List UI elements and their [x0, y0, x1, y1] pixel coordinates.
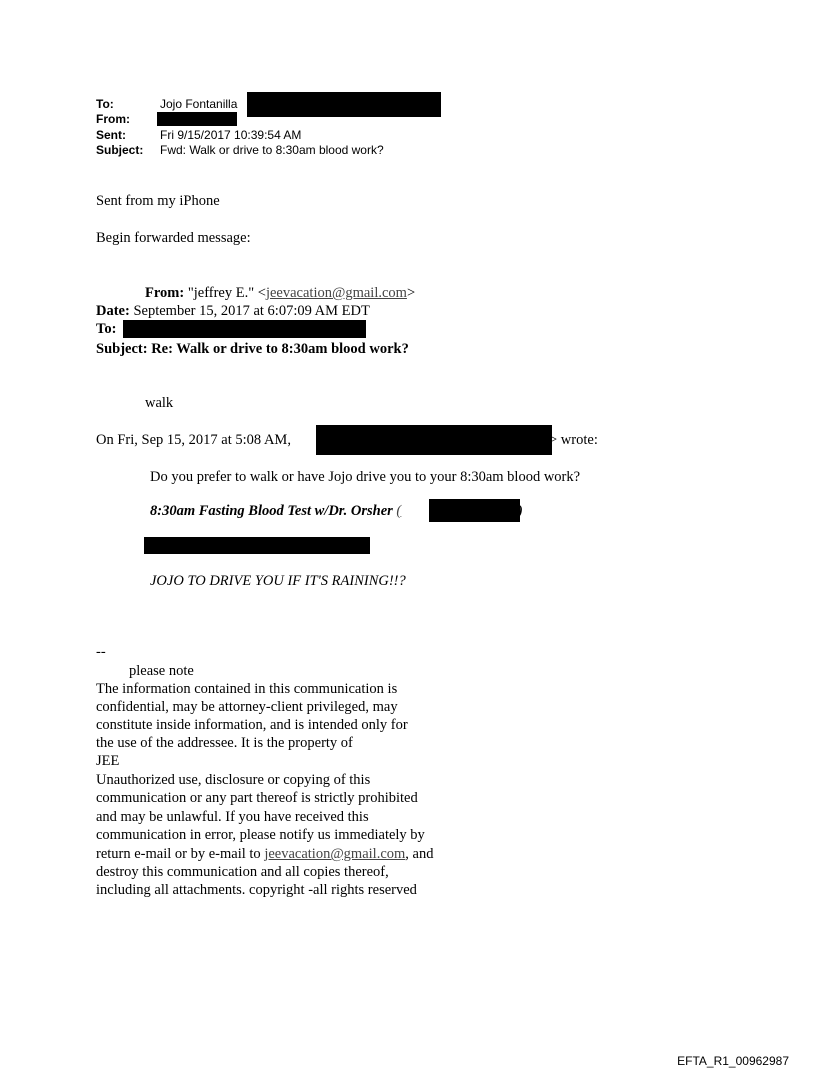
disclaimer-return-line [96, 845, 433, 863]
forwarded-subject-line [96, 340, 409, 358]
quoted-appointment-line [150, 502, 401, 520]
forwarded-date-label: Date: [96, 303, 130, 319]
appointment-paren-close: ) [518, 503, 523, 519]
signature-dashes: -- [96, 644, 106, 660]
disclaimer-line: JEE [96, 753, 120, 769]
forwarded-to-label: To: [96, 321, 117, 337]
quoted-question: Do you prefer to walk or have Jojo drive you to your 8:30am blood work? [150, 469, 581, 485]
forwarded-subject-label: Subject: [96, 341, 148, 357]
forwarded-from-name: "jeffrey E." < [187, 285, 266, 301]
document-id: EFTA_R1_00962987 [677, 1054, 789, 1068]
disclaimer-line: including all attachments. copyright -all rights reserved [96, 882, 417, 898]
header-from-label: From: [96, 112, 130, 126]
forwarded-from-label: From: [145, 285, 185, 301]
disclaimer-line: the use of the addressee. It is the property of [96, 735, 353, 751]
return-email-link[interactable]: jeevacation@gmail.com [264, 846, 406, 862]
disclaimer-line: constitute inside information, and is intended only for [96, 717, 408, 733]
redaction-bar [316, 425, 552, 455]
header-to-value: Jojo Fontanilla [160, 97, 238, 111]
disclaimer-line: communication or any part thereof is strictly prohibited [96, 790, 418, 806]
disclaimer-line: destroy this communication and all copies thereof, [96, 864, 389, 880]
forwarded-from-line [145, 284, 415, 302]
header-sent-label: Sent: [96, 128, 126, 142]
header-sent-value: Fri 9/15/2017 10:39:54 AM [160, 128, 302, 142]
disclaimer-line: Unauthorized use, disclosure or copying of this [96, 772, 371, 788]
header-to-label: To: [96, 97, 114, 111]
quoted-raining-note: JOJO TO DRIVE YOU IF IT'S RAINING!!? [150, 573, 406, 589]
reply-text: walk [145, 395, 174, 411]
disclaimer-line: The information contained in this communication is [96, 681, 398, 697]
quoted-intro-suffix: > wrote: [549, 432, 598, 448]
disclaimer-line: confidential, may be attorney-client privileged, may [96, 699, 398, 715]
disclaimer-line: and may be unlawful. If you have received this [96, 809, 369, 825]
header-subject-value: Fwd: Walk or drive to 8:30am blood work? [160, 143, 384, 157]
forwarded-from-email-link[interactable]: jeevacation@gmail.com [265, 285, 407, 301]
sent-from-line: Sent from my iPhone [96, 193, 220, 209]
quoted-intro-prefix: On Fri, Sep 15, 2017 at 5:08 AM, [96, 432, 291, 448]
redaction-bar [247, 92, 441, 117]
redaction-bar [429, 499, 520, 522]
appointment-text: 8:30am Fasting Blood Test w/Dr. Orsher [150, 503, 393, 519]
appointment-paren-open: ( [396, 503, 402, 519]
return-suffix: , and [405, 846, 434, 862]
return-prefix: return e-mail or by e-mail to [96, 846, 261, 862]
begin-forwarded-line: Begin forwarded message: [96, 230, 251, 246]
redaction-bar [123, 320, 366, 338]
redaction-bar [157, 112, 237, 126]
forwarded-date-value: September 15, 2017 at 6:07:09 AM EDT [133, 303, 370, 319]
redaction-bar [144, 537, 370, 554]
signature-note-title: please note [129, 663, 194, 679]
forwarded-subject-value: Re: Walk or drive to 8:30am blood work? [151, 341, 409, 357]
header-subject-label: Subject: [96, 143, 144, 157]
forwarded-date-line [96, 302, 370, 320]
forwarded-from-close: > [406, 285, 416, 301]
disclaimer-line: communication in error, please notify us immediately by [96, 827, 425, 843]
